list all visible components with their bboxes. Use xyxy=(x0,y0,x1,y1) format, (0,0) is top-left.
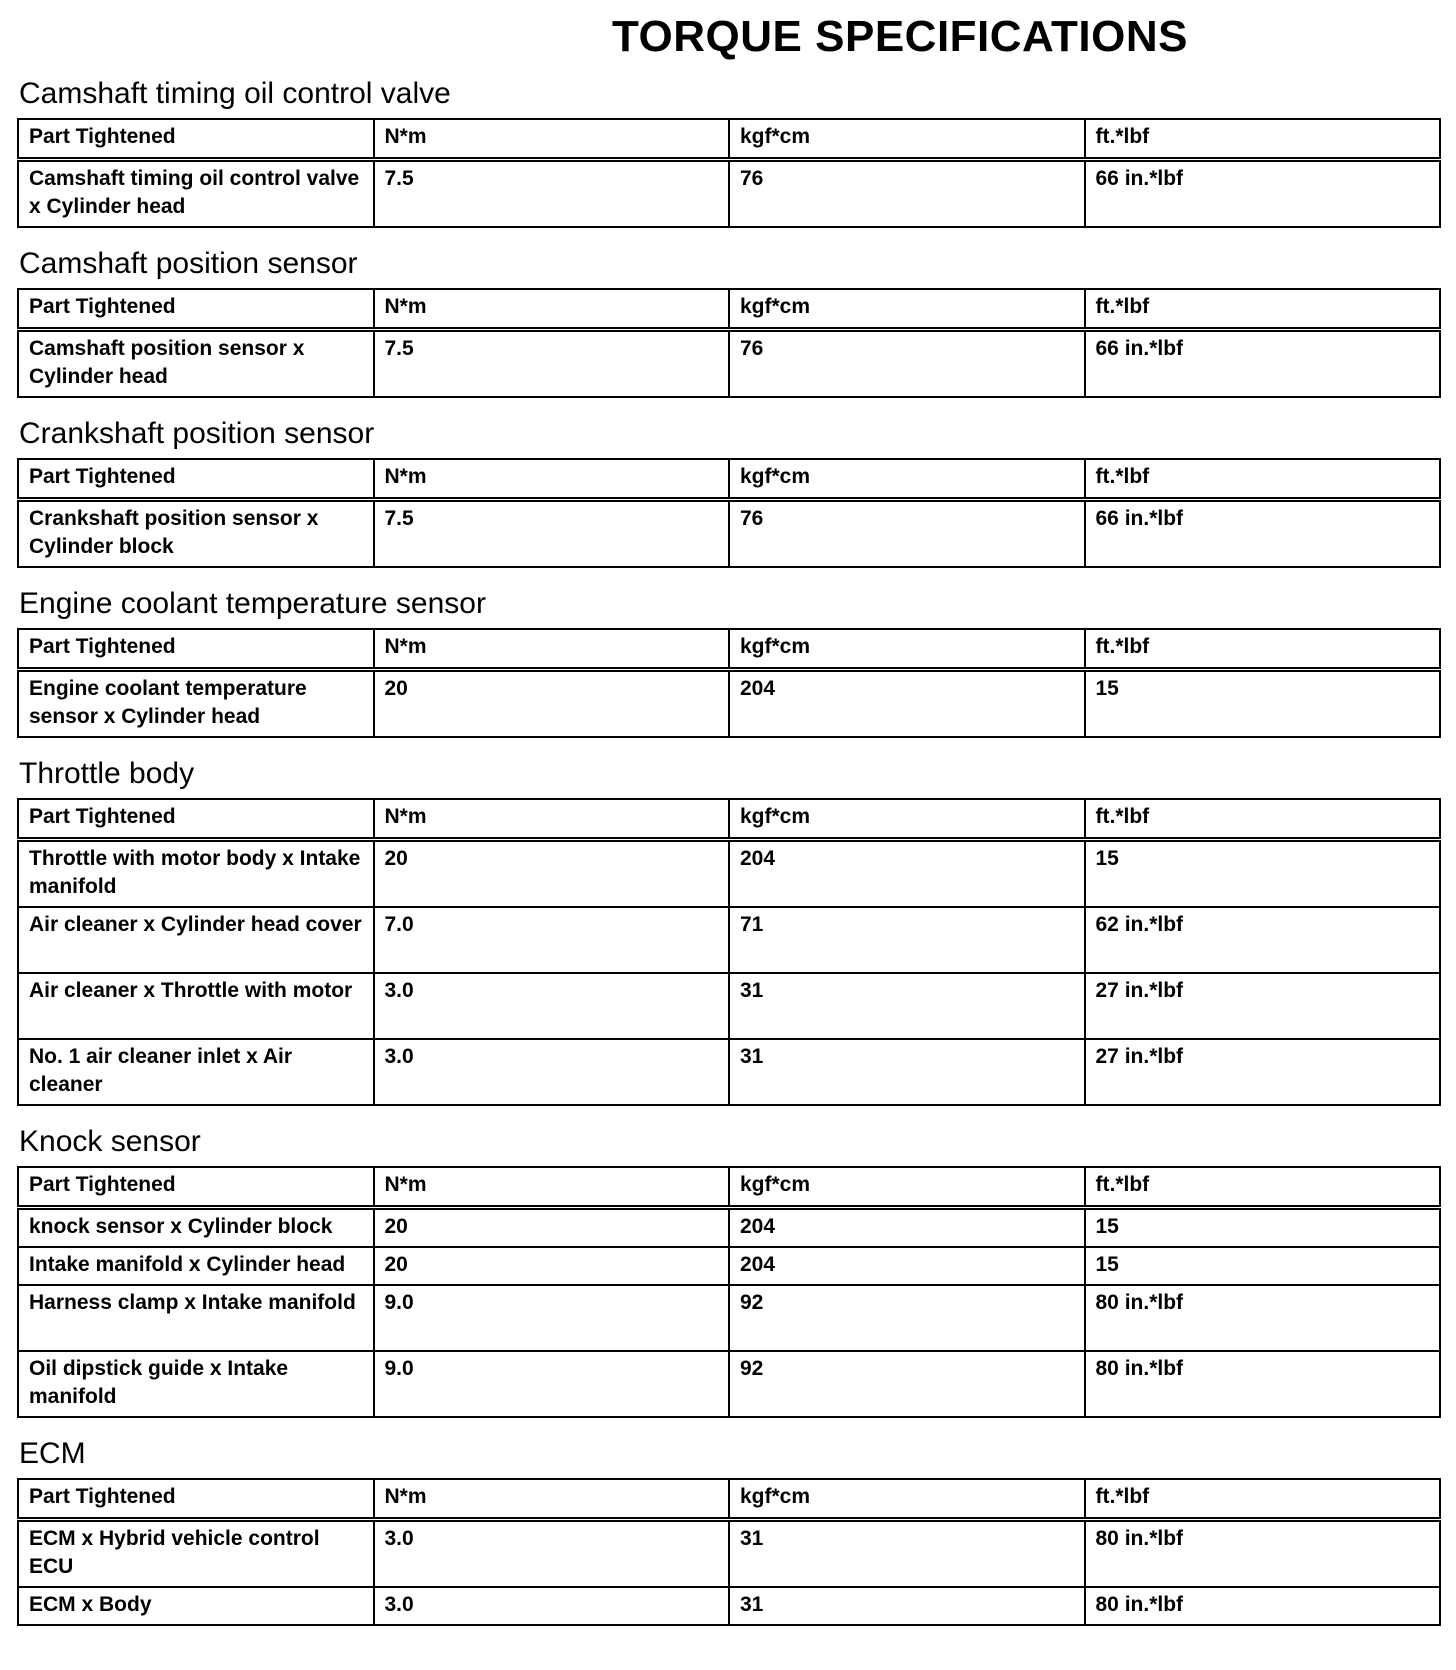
spec-content xyxy=(17,70,1441,1638)
table-cell: 80 in.*lbf xyxy=(1085,1351,1441,1417)
section-heading: Crankshaft position sensor xyxy=(19,417,375,450)
table-row xyxy=(18,500,1440,568)
page-title: TORQUE SPECIFICATIONS xyxy=(611,12,1189,61)
table-row xyxy=(18,840,1440,908)
column-header: N*m xyxy=(374,629,730,670)
torque-table xyxy=(17,458,1441,568)
section-heading: Knock sensor xyxy=(19,1125,201,1158)
table-cell: 9.0 xyxy=(374,1351,730,1417)
torque-table xyxy=(17,1166,1441,1418)
table-row xyxy=(18,973,1440,1039)
section-heading: Camshaft position sensor xyxy=(19,247,358,280)
table-cell: 7.5 xyxy=(374,330,730,398)
column-header: N*m xyxy=(374,1167,730,1208)
table-cell: 20 xyxy=(374,670,730,738)
table-row xyxy=(18,670,1440,738)
table-header-row xyxy=(18,119,1440,160)
table-cell: 80 in.*lbf xyxy=(1085,1285,1441,1351)
table-cell: 66 in.*lbf xyxy=(1085,160,1441,228)
table-cell: 7.5 xyxy=(374,500,730,568)
column-header: N*m xyxy=(374,289,730,330)
table-cell: 66 in.*lbf xyxy=(1085,500,1441,568)
table-cell: Camshaft position sensor x Cylinder head xyxy=(18,330,374,398)
table-cell: Engine coolant temperature sensor x Cylinder head xyxy=(18,670,374,738)
table-cell: 3.0 xyxy=(374,1587,730,1625)
table-cell: Oil dipstick guide x Intake manifold xyxy=(18,1351,374,1417)
table-header-row xyxy=(18,289,1440,330)
table-cell: 76 xyxy=(729,500,1085,568)
table-cell: 31 xyxy=(729,1520,1085,1588)
column-header: Part Tightened xyxy=(18,629,374,670)
table-header-row xyxy=(18,459,1440,500)
column-header: ft.*lbf xyxy=(1085,629,1441,670)
column-header: N*m xyxy=(374,119,730,160)
column-header: kgf*cm xyxy=(729,459,1085,500)
table-row xyxy=(18,1587,1440,1625)
table-cell: 71 xyxy=(729,907,1085,973)
table-row xyxy=(18,1208,1440,1248)
table-row xyxy=(18,1520,1440,1588)
column-header: kgf*cm xyxy=(729,1479,1085,1520)
section-heading: Camshaft timing oil control valve xyxy=(19,77,451,110)
table-cell: Crankshaft position sensor x Cylinder block xyxy=(18,500,374,568)
torque-table xyxy=(17,628,1441,738)
table-header-row xyxy=(18,1479,1440,1520)
column-header: ft.*lbf xyxy=(1085,1167,1441,1208)
table-cell: 92 xyxy=(729,1285,1085,1351)
table-header-row xyxy=(18,799,1440,840)
table-cell: Harness clamp x Intake manifold xyxy=(18,1285,374,1351)
table-cell: 92 xyxy=(729,1351,1085,1417)
column-header: N*m xyxy=(374,1479,730,1520)
table-cell: Air cleaner x Cylinder head cover xyxy=(18,907,374,973)
table-cell: 20 xyxy=(374,1208,730,1248)
section-heading: Throttle body xyxy=(19,757,195,790)
table-row xyxy=(18,1351,1440,1417)
table-cell: Camshaft timing oil control valve x Cylinder head xyxy=(18,160,374,228)
table-cell: 20 xyxy=(374,1247,730,1285)
table-cell: 15 xyxy=(1085,1247,1441,1285)
torque-table xyxy=(17,118,1441,228)
column-header: Part Tightened xyxy=(18,1479,374,1520)
table-cell: 3.0 xyxy=(374,973,730,1039)
table-cell: 15 xyxy=(1085,1208,1441,1248)
table-cell: 66 in.*lbf xyxy=(1085,330,1441,398)
table-cell: 204 xyxy=(729,1247,1085,1285)
table-cell: 7.5 xyxy=(374,160,730,228)
column-header: kgf*cm xyxy=(729,1167,1085,1208)
table-row xyxy=(18,1039,1440,1105)
table-cell: 15 xyxy=(1085,840,1441,908)
table-cell: 204 xyxy=(729,1208,1085,1248)
table-cell: 31 xyxy=(729,1039,1085,1105)
table-row xyxy=(18,1285,1440,1351)
table-row xyxy=(18,907,1440,973)
table-cell: 76 xyxy=(729,160,1085,228)
table-cell: 62 in.*lbf xyxy=(1085,907,1441,973)
column-header: kgf*cm xyxy=(729,289,1085,330)
table-cell: 204 xyxy=(729,840,1085,908)
table-cell: 31 xyxy=(729,973,1085,1039)
table-cell: 3.0 xyxy=(374,1520,730,1588)
torque-table xyxy=(17,798,1441,1106)
table-cell: Air cleaner x Throttle with motor xyxy=(18,973,374,1039)
section-heading: Engine coolant temperature sensor xyxy=(19,587,486,620)
table-cell: 76 xyxy=(729,330,1085,398)
table-cell: 27 in.*lbf xyxy=(1085,973,1441,1039)
column-header: N*m xyxy=(374,459,730,500)
torque-table xyxy=(17,1478,1441,1626)
table-cell: 80 in.*lbf xyxy=(1085,1520,1441,1588)
column-header: ft.*lbf xyxy=(1085,459,1441,500)
table-cell: 7.0 xyxy=(374,907,730,973)
table-cell: 3.0 xyxy=(374,1039,730,1105)
table-cell: No. 1 air cleaner inlet x Air cleaner xyxy=(18,1039,374,1105)
column-header: kgf*cm xyxy=(729,629,1085,670)
column-header: kgf*cm xyxy=(729,119,1085,160)
table-cell: 80 in.*lbf xyxy=(1085,1587,1441,1625)
section-heading: ECM xyxy=(19,1437,86,1470)
table-row xyxy=(18,330,1440,398)
column-header: Part Tightened xyxy=(18,289,374,330)
table-cell: 204 xyxy=(729,670,1085,738)
column-header: N*m xyxy=(374,799,730,840)
torque-table xyxy=(17,288,1441,398)
column-header: Part Tightened xyxy=(18,459,374,500)
table-header-row xyxy=(18,629,1440,670)
table-cell: 31 xyxy=(729,1587,1085,1625)
table-cell: ECM x Hybrid vehicle control ECU xyxy=(18,1520,374,1588)
table-cell: Throttle with motor body x Intake manifold xyxy=(18,840,374,908)
table-cell: 9.0 xyxy=(374,1285,730,1351)
table-row xyxy=(18,160,1440,228)
table-cell: Intake manifold x Cylinder head xyxy=(18,1247,374,1285)
column-header: ft.*lbf xyxy=(1085,1479,1441,1520)
table-cell: 15 xyxy=(1085,670,1441,738)
column-header: kgf*cm xyxy=(729,799,1085,840)
column-header: Part Tightened xyxy=(18,119,374,160)
table-cell: 20 xyxy=(374,840,730,908)
table-cell: knock sensor x Cylinder block xyxy=(18,1208,374,1248)
table-header-row xyxy=(18,1167,1440,1208)
table-cell: ECM x Body xyxy=(18,1587,374,1625)
table-cell: 27 in.*lbf xyxy=(1085,1039,1441,1105)
column-header: ft.*lbf xyxy=(1085,289,1441,330)
column-header: Part Tightened xyxy=(18,1167,374,1208)
table-row xyxy=(18,1247,1440,1285)
column-header: ft.*lbf xyxy=(1085,799,1441,840)
column-header: Part Tightened xyxy=(18,799,374,840)
column-header: ft.*lbf xyxy=(1085,119,1441,160)
